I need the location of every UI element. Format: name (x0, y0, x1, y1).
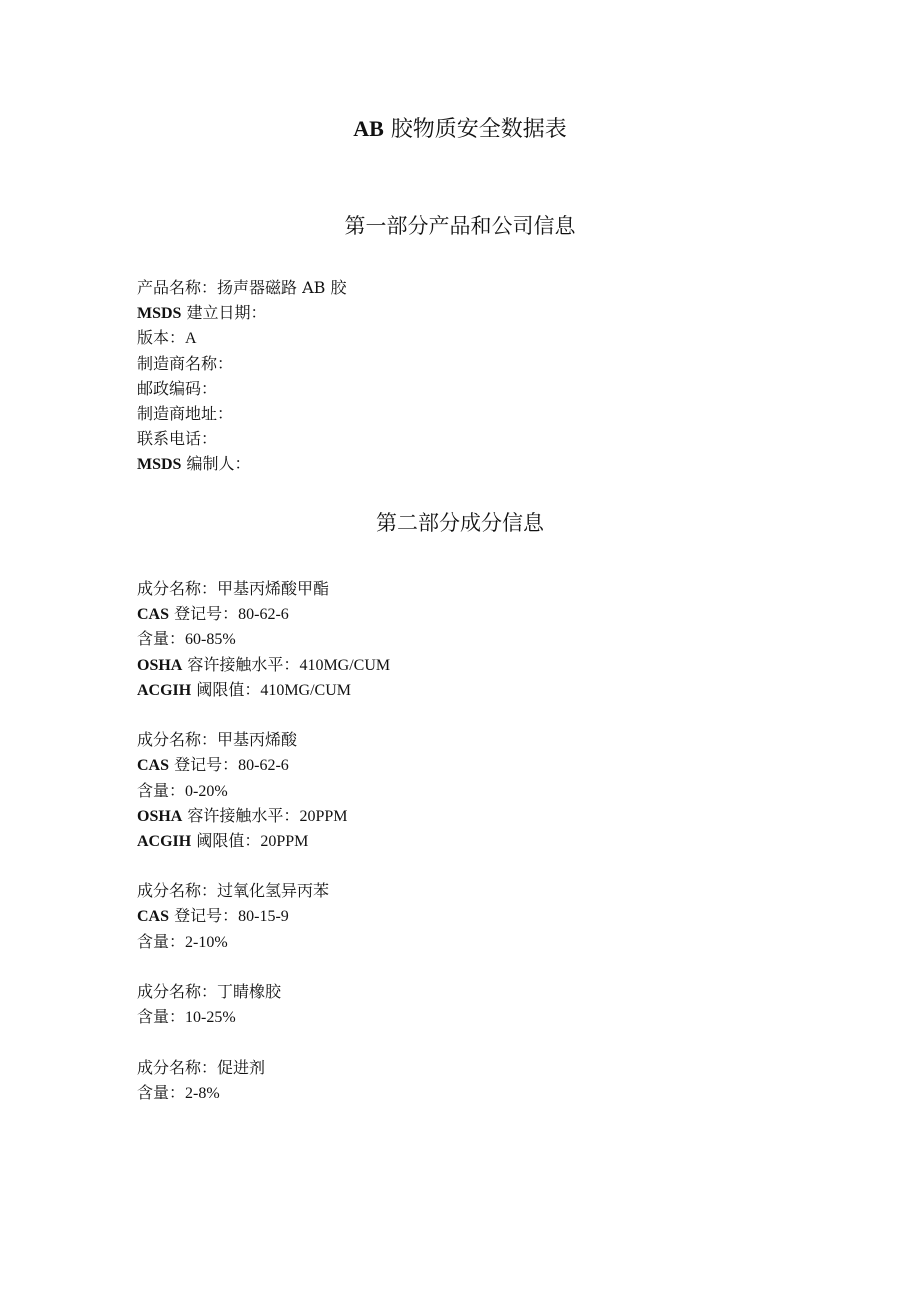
field-msds-date (137, 300, 837, 325)
content-value: 2-8% (185, 1084, 220, 1102)
acgih-label: 阈限值： (191, 830, 261, 850)
ingredient-acgih (137, 828, 837, 853)
ingredient-name-value: 丁睛橡胶 (217, 982, 282, 1001)
field-value: 扬声器磁路 AB 胶 (217, 278, 347, 297)
cas-label-bold: CAS (137, 908, 170, 926)
document-title (0, 114, 920, 145)
content-value: 0-20% (185, 782, 228, 800)
spacer (137, 1029, 837, 1054)
ingredient-name (137, 1055, 837, 1080)
ingredient-name (137, 878, 837, 903)
osha-value: 410MG/CUM (299, 656, 391, 674)
document-title-text: 胶物质安全数据表 (390, 117, 567, 142)
ingredient-name-label: 成分名称： (137, 982, 218, 1001)
ingredient-name (137, 979, 837, 1004)
ingredients-block (137, 576, 837, 1105)
cas-label-bold: CAS (137, 606, 170, 624)
content-label: 含量： (137, 1082, 186, 1102)
ingredient-name-value: 甲基丙烯酸 (217, 730, 298, 750)
content-label: 含量： (137, 780, 186, 800)
field-version (137, 325, 837, 350)
ingredient-name-label: 成分名称： (137, 730, 218, 750)
ingredient-osha (137, 803, 837, 828)
ingredient-name-label: 成分名称： (137, 1057, 218, 1077)
section1-heading: 第一部分产品和公司信息 (344, 214, 576, 238)
field-phone (137, 426, 837, 451)
ingredient-cas (137, 601, 837, 626)
spacer (137, 954, 837, 979)
ingredient-name-value: 促进剂 (217, 1057, 266, 1077)
field-label: 邮政编码： (137, 378, 218, 398)
content-value: 2-10% (185, 933, 228, 951)
cas-value: 80-62-6 (238, 606, 289, 624)
content-value: 10-25% (185, 1009, 236, 1027)
field-label: 产品名称： (137, 278, 218, 297)
ingredient-content (137, 626, 837, 651)
field-product-name (137, 275, 837, 300)
osha-label-bold: OSHA (137, 807, 183, 825)
cas-label-bold: CAS (137, 757, 170, 775)
acgih-value: 410MG/CUM (260, 681, 352, 699)
field-value: A (185, 330, 197, 348)
osha-label: 容许接触水平： (182, 654, 300, 674)
content-label: 含量： (137, 1007, 186, 1027)
ingredient-name-value: 甲基丙烯酸甲酯 (217, 579, 330, 598)
ingredient-name (137, 727, 837, 752)
content-label: 含量： (137, 629, 186, 649)
acgih-label: 阈限值： (191, 679, 261, 699)
acgih-label-bold: ACGIH (137, 832, 192, 850)
field-label: 制造商名称： (137, 353, 234, 373)
ingredient-name (137, 576, 837, 601)
content-value: 60-85% (185, 631, 236, 649)
field-label: 建立日期： (181, 303, 267, 323)
ingredient-acgih (137, 677, 837, 702)
field-postal-code (137, 376, 837, 401)
field-label: 版本： (137, 328, 186, 348)
ingredient-name-label: 成分名称： (137, 881, 218, 901)
field-label-bold: MSDS (137, 305, 182, 323)
osha-label: 容许接触水平： (182, 805, 300, 825)
ingredient-content (137, 1080, 837, 1105)
section2-heading: 第二部分成分信息 (376, 511, 544, 535)
product-info-block (137, 275, 837, 477)
spacer (137, 853, 837, 878)
content-label: 含量： (137, 931, 186, 951)
acgih-value: 20PPM (260, 832, 309, 850)
acgih-label-bold: ACGIH (137, 681, 192, 699)
spacer (137, 702, 837, 727)
field-label: 制造商地址： (137, 403, 234, 423)
cas-label: 登记号： (169, 604, 239, 624)
field-label: 联系电话： (137, 429, 218, 449)
field-label: 编制人： (181, 454, 251, 474)
ingredient-cas (137, 903, 837, 928)
osha-label-bold: OSHA (137, 656, 183, 674)
field-manufacturer-name (137, 351, 837, 376)
cas-label: 登记号： (169, 906, 239, 926)
field-msds-author (137, 451, 837, 476)
cas-label: 登记号： (169, 755, 239, 775)
field-manufacturer-address (137, 401, 837, 426)
cas-value: 80-15-9 (238, 908, 289, 926)
ingredient-cas (137, 752, 837, 777)
ingredient-osha (137, 652, 837, 677)
document-title-prefix: AB (353, 116, 384, 141)
ingredient-content (137, 1004, 837, 1029)
osha-value: 20PPM (299, 807, 348, 825)
ingredient-name-label: 成分名称： (137, 579, 218, 598)
field-label-bold: MSDS (137, 456, 182, 474)
ingredient-content (137, 778, 837, 803)
cas-value: 80-62-6 (238, 757, 289, 775)
ingredient-content (137, 929, 837, 954)
ingredient-name-value: 过氧化氢异丙苯 (217, 881, 330, 901)
